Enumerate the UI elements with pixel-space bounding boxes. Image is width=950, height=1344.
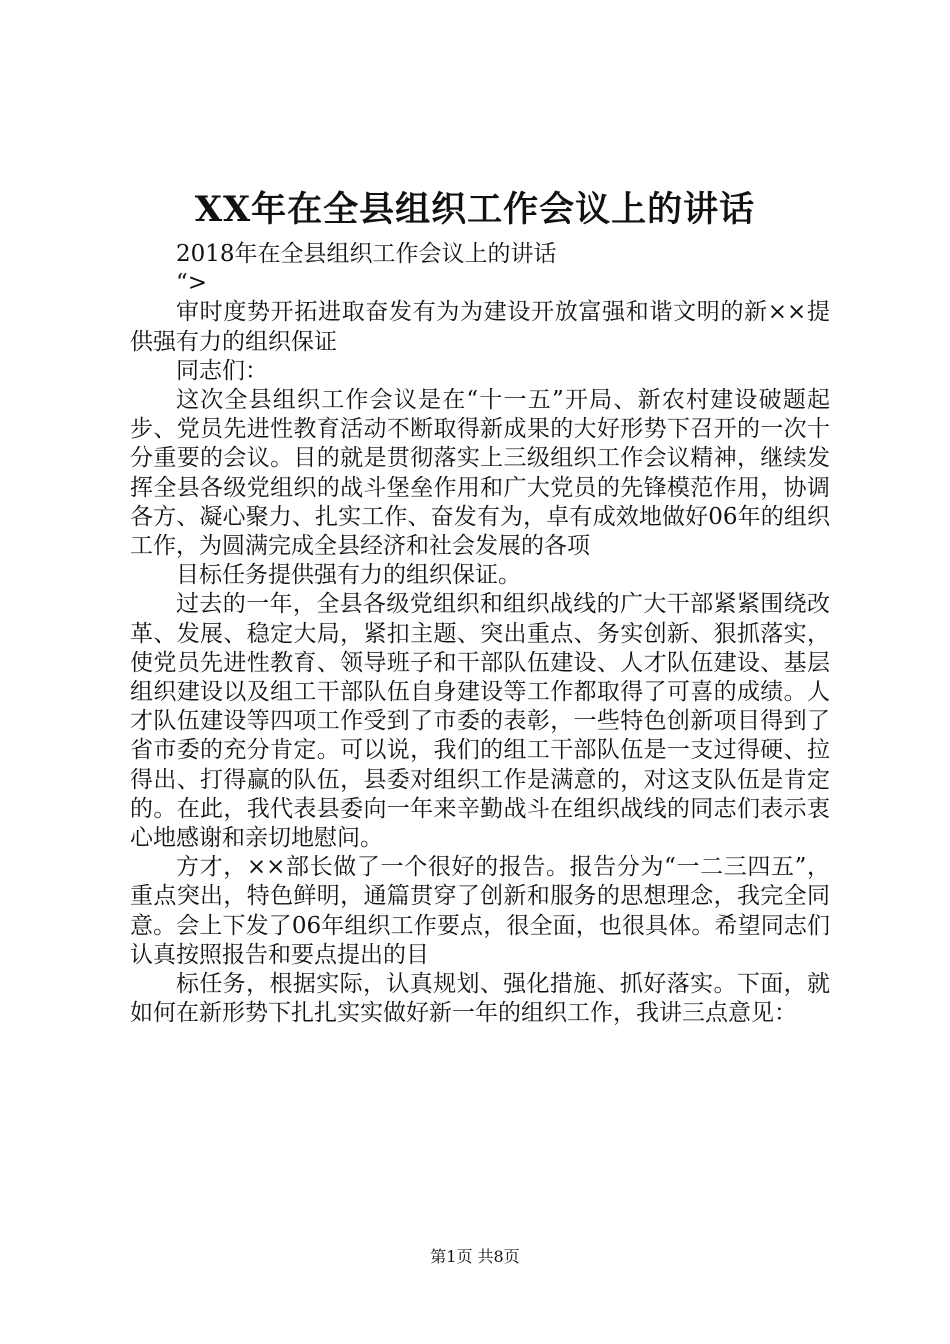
paragraph: 标任务，根据实际，认真规划、强化措施、抓好落实。下面，就如何在新形势下扎扎实实做好新一年的组织工作，我讲三点意见： xyxy=(130,971,830,1027)
page-indicator: 第1页 共8页 xyxy=(430,1247,520,1266)
paragraph: 审时度势开拓进取奋发有为为建设开放富强和谐文明的新××提供强有力的组织保证 xyxy=(130,299,830,355)
quote-mark: “> xyxy=(176,270,208,297)
paragraph: 同志们： xyxy=(176,357,268,384)
paragraph: 过去的一年，全县各级党组织和组织战线的广大干部紧紧围绕改革、发展、稳定大局，紧扣主题、突出重点、务实创新、狠抓落实，使党员先进性教育、领导班子和干部队伍建设、人才队伍建设、基层组织建设以及组工干部队伍自身建设等工作都取得了可喜的成绩。人才队伍建设等四项工作受到了市委的表彰，一些特色创新项目得到了省市委的充分肯定。可以说，我们的组工干部队伍是一支过得硬、拉得出、打得赢的队伍，县委对组织工作是满意的，对这支队伍是肯定的。在此，我代表县委向一年来辛勤战斗在组织战线的同志们表示衷心地感谢和亲切地慰问。 xyxy=(130,591,830,852)
document-title: XX年在全县组织工作会议上的讲话 xyxy=(194,189,756,230)
document-subtitle: 2018年在全县组织工作会议上的讲话 xyxy=(176,241,557,267)
paragraph: 目标任务提供强有力的组织保证。 xyxy=(176,562,521,589)
paragraph: 这次全县组织工作会议是在“十一五”开局、新农村建设破题起步、党员先进性教育活动不断取得新成果的大好形势下召开的一次十分重要的会议。目的就是贯彻落实上三级组织工作会议精神，继续发挥全县各级党组织的战斗堡垒作用和广大党员的先锋模范作用，协调各方、凝心聚力、扎实工作、奋发有为，卓有成效地做好06年的组织工作，为圆满完成全县经济和社会发展的各项 xyxy=(130,387,830,560)
document-body xyxy=(130,240,830,1028)
paragraph: 方才，××部长做了一个很好的报告。报告分为“一二三四五”，重点突出，特色鲜明，通篇贯穿了创新和服务的思想理念，我完全同意。会上下发了06年组织工作要点，很全面，也很具体。希望同志们认真按照报告和要点提出的目 xyxy=(130,854,830,968)
